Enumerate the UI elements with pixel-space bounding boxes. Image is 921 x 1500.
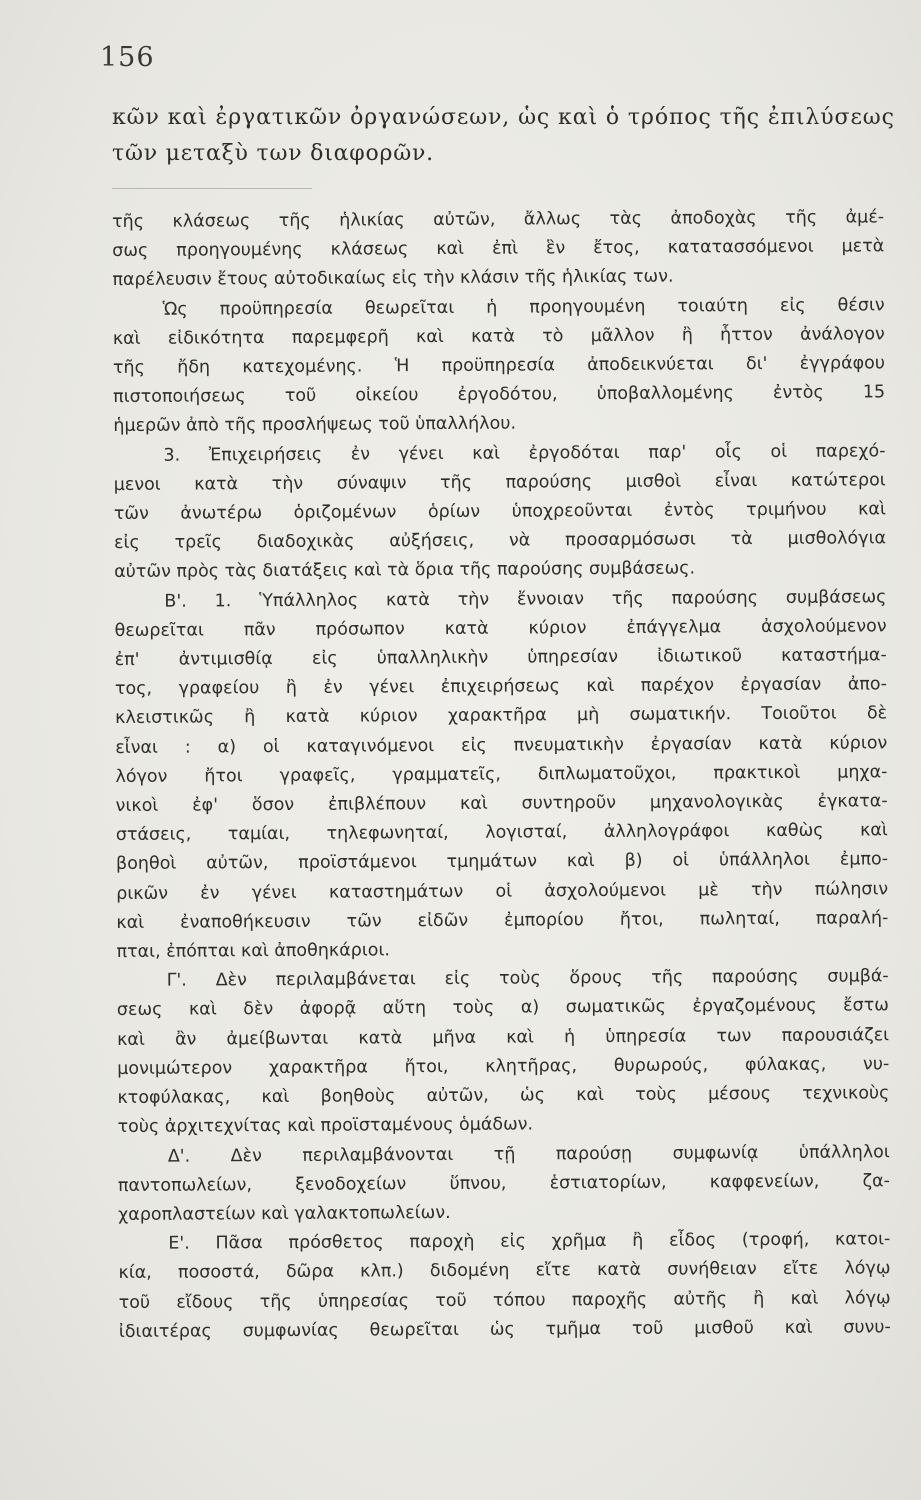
text-line: καὶ εἰδικότητα παρεμφερῆ καὶ κατὰ τὸ μᾶλλον ἢ ἧττον ἀνάλογον xyxy=(112,324,885,349)
section-heading-continuation xyxy=(112,100,895,172)
heading-line: κῶν καὶ ἐργατικῶν ὀργανώσεων, ὡς καὶ ὁ τρόπος τῆς ἐπιλύσεως xyxy=(112,105,895,130)
text-line: τῶν ἀνωτέρω ὁριζομένων ὁρίων ὑποχρεοῦνται ἐντὸς τριμήνου καὶ xyxy=(113,499,886,525)
text-line: στάσεις, ταμίαι, τηλεφωνηταί, λογισταί, ἀλληλογράφοι καθὼς καὶ xyxy=(115,820,888,846)
text-line: τος, γραφείου ἢ ἐν γένει ἐπιχειρήσεως καὶ παρέχον ἐργασίαν ἀπο- xyxy=(114,674,887,700)
text-line: ἡμερῶν ἀπὸ τῆς προσλήψεως τοῦ ὑπαλλήλου. xyxy=(113,413,517,437)
text-line: Δ'. Δὲν περιλαμβάνονται τῇ παρούσῃ συμφωνίᾳ ὑπάλληλοι xyxy=(167,1141,890,1167)
text-line: μενοι κατὰ τὴν σύναψιν τῆς παρούσης μισθοὶ εἶναι κατώτεροι xyxy=(113,470,886,495)
text-line: τοὺς ἀρχιτεχνίτας καὶ προϊσταμένους ὁμάδων. xyxy=(117,1114,534,1138)
text-line: κλειστικῶς ἢ κατὰ κύριον χαρακτῆρα μὴ σωματικήν. Τοιοῦτοι δὲ xyxy=(115,703,888,729)
text-line: τῆς κλάσεως τῆς ἡλικίας αὐτῶν, ἄλλως τὰς ἀποδοχὰς τῆς ἀμέ- xyxy=(112,207,885,232)
text-line: κία, ποσοστά, δῶρα κλπ.) διδομένη εἴτε κατὰ συνήθειαν εἴτε λόγῳ xyxy=(118,1258,891,1284)
text-line: σως προηγουμένης κλάσεως καὶ ἐπὶ ἓν ἔτος, κατατασσόμενοι μετὰ xyxy=(112,236,885,262)
text-line: αὐτῶν πρὸς τὰς διατάξεις καὶ τὰ ὅρια τῆς παρούσης συμβάσεως. xyxy=(114,558,696,583)
text-line: χαροπλαστείων καὶ γαλακτοπωλείων. xyxy=(118,1202,451,1225)
text-line: λόγον ἤτοι γραφεῖς, γραμματεῖς, διπλωματοῦχοι, πρακτικοὶ μηχα- xyxy=(115,762,888,787)
text-line: παντοπωλείων, ξενοδοχείων ὕπνου, ἑστιατορίων, καφφενείων, ζα- xyxy=(117,1170,891,1196)
text-line: τοῦ εἴδους τῆς ὑπηρεσίας τοῦ τόπου παροχῆς αὐτῆς ἢ καὶ λόγῳ xyxy=(118,1287,891,1313)
text-line: 3. Ἐπιχειρήσεις ἐν γένει καὶ ἐργοδόται παρ' οἷς οἱ παρεχό- xyxy=(163,440,886,466)
text-line: Ε'. Πᾶσα πρόσθετος παροχὴ εἰς χρῆμα ἢ εἶδος (τροφή, κατοι- xyxy=(168,1229,891,1254)
text-line: καὶ ἐναποθήκευσιν τῶν εἰδῶν ἐμπορίου ἤτοι, πωληταί, παραλή- xyxy=(116,908,889,933)
text-line: μονιμώτερον χαρακτῆρα ἤτοι, κλητῆρας, θυρωρούς, φύλακας, νυ- xyxy=(117,1054,890,1079)
text-line: εἰς τρεῖς διαδοχικὰς αὐξήσεις, νὰ προσαρμόσωσι τὰ μισθολόγια xyxy=(113,528,887,554)
text-line: βοηθοὶ αὐτῶν, προϊστάμενοι τμημάτων καὶ β) οἱ ὑπάλληλοι ἐμπο- xyxy=(115,849,889,875)
text-line: Ὡς προϋπηρεσία θεωρεῖται ἡ προηγουμένη τοιαύτη εἰς θέσιν xyxy=(162,294,885,320)
text-line: κτοφύλακας, καὶ βοηθοὺς αὐτῶν, ὡς καὶ τοὺς μέσους τεχνικοὺς xyxy=(117,1083,890,1109)
text-line: πιστοποιήσεως τοῦ οἰκείου ἐργοδότου, ὑποβαλλομένης ἐντὸς 15 xyxy=(113,382,886,408)
text-line: Β'. 1. Ὑπάλληλος κατὰ τὴν ἔννοιαν τῆς παρούσης συμβάσεως xyxy=(164,586,887,612)
text-line: σεως καὶ δὲν ἀφορᾷ αὕτη τοὺς α) σωματικῶς ἐργαζομένους ἔστω xyxy=(116,995,889,1021)
text-line: καὶ ἂν ἀμείβωνται κατὰ μῆνα καὶ ἡ ὑπηρεσία των παρουσιάζει xyxy=(117,1024,890,1050)
text-line: Γ'. Δὲν περιλαμβάνεται εἰς τοὺς ὅρους τῆς παρούσης συμβά- xyxy=(166,966,889,991)
text-line: ἐπ' ἀντιμισθίᾳ εἰς ὑπαλληλικὴν ὑπηρεσίαν ἰδιωτικοῦ καταστήμα- xyxy=(114,645,887,671)
text-line: νικοὶ ἐφ' ὅσον ἐπιβλέπουν καὶ συντηροῦν μηχανολογικὰς ἐγκατα- xyxy=(115,791,888,817)
footnote-divider xyxy=(112,188,312,189)
text-line: παρέλευσιν ἔτους αὐτοδικαίως εἰς τὴν κλάσιν τῆς ἡλικίας των. xyxy=(112,266,674,291)
text-line: θεωρεῖται πᾶν πρόσωπον κατὰ κύριον ἐπάγγελμα ἀσχολούμενον xyxy=(114,616,887,641)
text-line: πται, ἐπόπται καὶ ἀποθηκάριοι. xyxy=(116,940,391,963)
heading-line: τῶν μεταξὺ των διαφορῶν. xyxy=(112,141,434,166)
text-line: εἶναι : α) οἱ καταγινόμενοι εἰς πνευματικὴν ἐργασίαν κατὰ κύριον xyxy=(115,732,888,758)
page-number: 156 xyxy=(100,42,155,73)
body-text xyxy=(112,203,891,1347)
text-line: τῆς ἤδη κατεχομένης. Ἡ προϋπηρεσία ἀποδεικνύεται δι' ἐγγράφου xyxy=(112,353,886,379)
text-line: ἰδιαιτέρας συμφωνίας θεωρεῖται ὡς τμῆμα τοῦ μισθοῦ καὶ συνυ- xyxy=(118,1316,891,1342)
text-line: ρικῶν ἐν γένει καταστημάτων οἱ ἀσχολούμενοι μὲ τὴν πώλησιν xyxy=(116,878,889,904)
